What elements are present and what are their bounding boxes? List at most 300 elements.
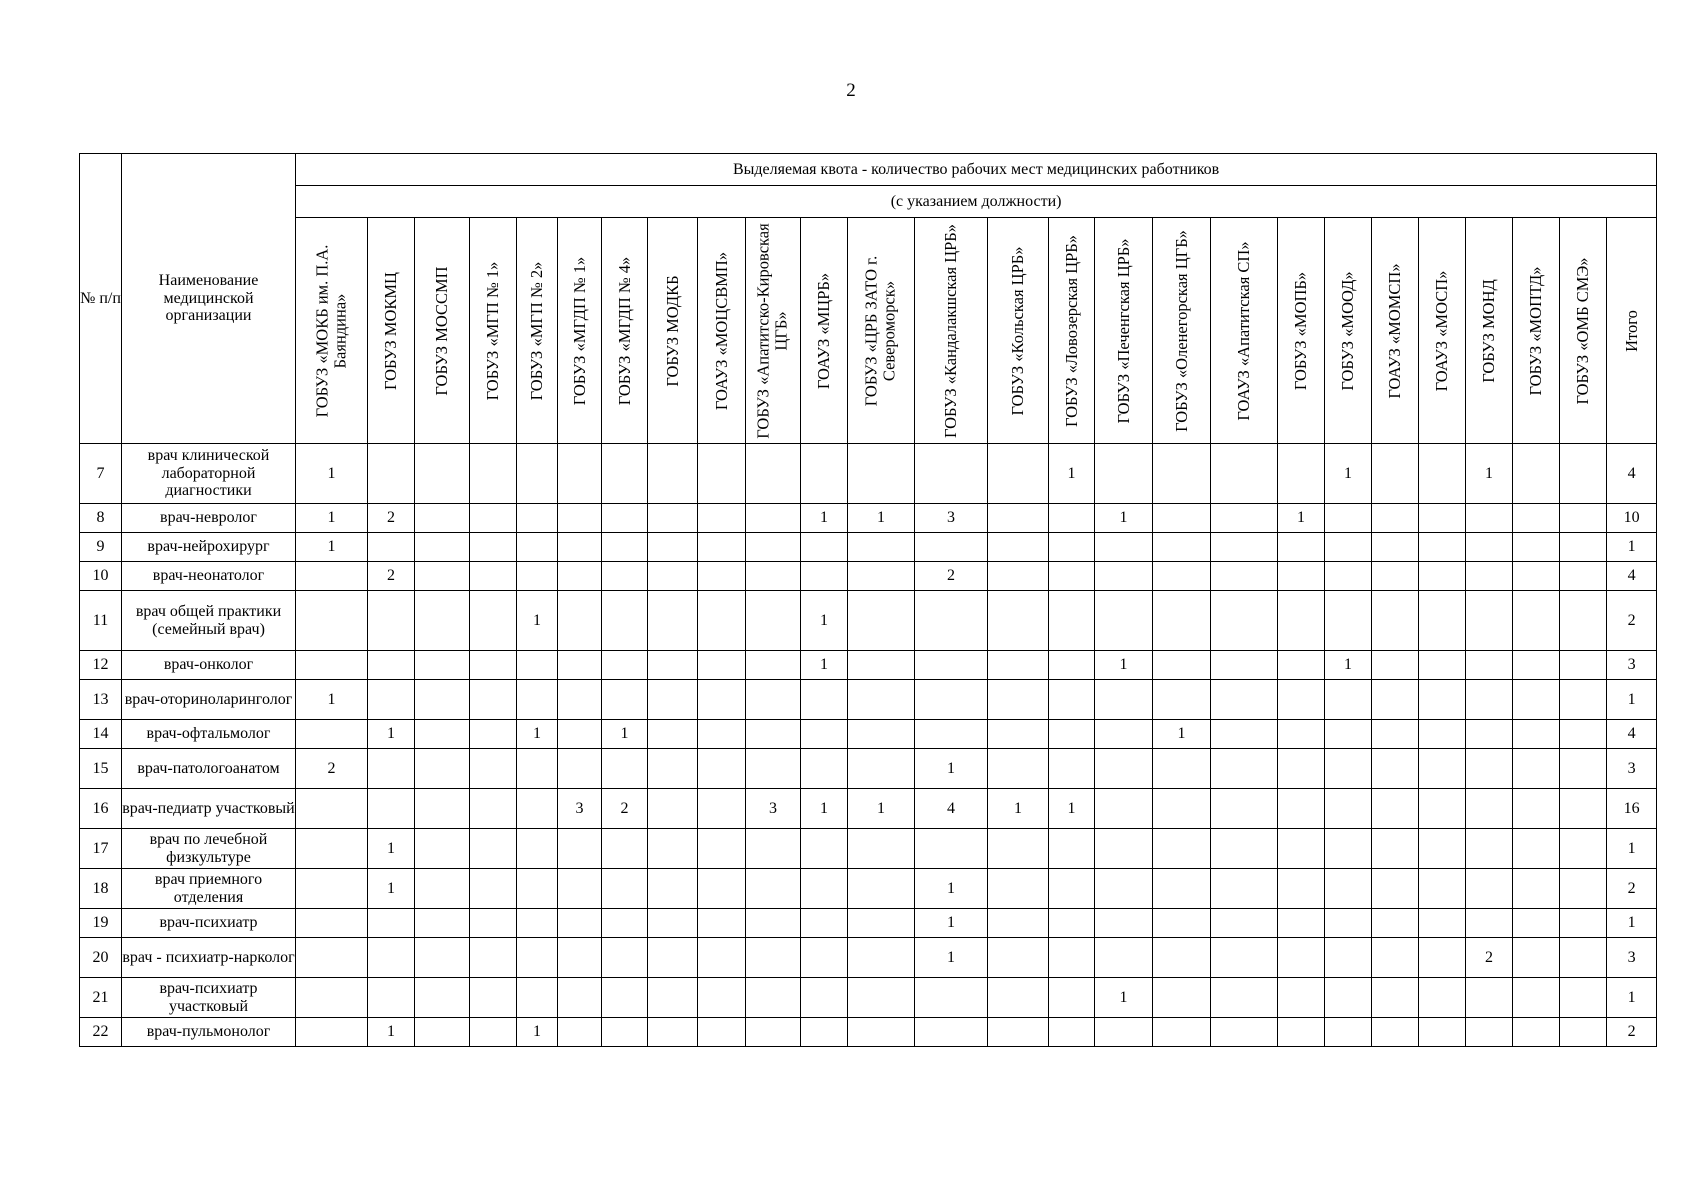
quota-value-cell: 1	[1095, 504, 1153, 533]
organization-column-header	[296, 218, 368, 444]
quota-value-cell	[558, 651, 602, 680]
organization-column-header	[1095, 218, 1153, 444]
quota-value-cell: 1	[988, 789, 1049, 829]
table-row	[80, 869, 1657, 909]
quota-value-cell	[1049, 978, 1095, 1018]
quota-value-cell	[296, 651, 368, 680]
quota-value-cell	[1372, 1018, 1419, 1047]
total-cell: 1	[1607, 829, 1657, 869]
quota-value-cell	[746, 533, 801, 562]
quota-value-cell	[1419, 444, 1466, 504]
position-name-cell: врач клинической лабораторной диагностики	[122, 444, 296, 504]
organization-column-header	[470, 218, 517, 444]
organization-column-label: ГОБУЗ МОДКБ	[662, 274, 682, 387]
quota-value-cell	[988, 504, 1049, 533]
row-number-cell: 7	[80, 444, 122, 504]
quota-value-cell	[648, 1018, 698, 1047]
quota-value-cell	[848, 591, 915, 651]
quota-value-cell	[1466, 504, 1513, 533]
total-column-header	[1607, 218, 1657, 444]
position-name-cell: врач-онколог	[122, 651, 296, 680]
quota-value-cell: 1	[915, 749, 988, 789]
quota-value-cell: 1	[801, 789, 848, 829]
position-name-cell: врач-пульмонолог	[122, 1018, 296, 1047]
quota-value-cell	[1278, 1018, 1325, 1047]
quota-value-cell	[1419, 680, 1466, 720]
quota-value-cell	[1372, 789, 1419, 829]
quota-value-cell	[1513, 533, 1560, 562]
quota-value-cell	[1372, 749, 1419, 789]
quota-value-cell	[1153, 749, 1211, 789]
quota-value-cell	[470, 829, 517, 869]
quota-value-cell	[602, 869, 648, 909]
quota-value-cell	[648, 909, 698, 938]
quota-value-cell	[602, 533, 648, 562]
quota-value-cell	[848, 533, 915, 562]
row-number-cell: 15	[80, 749, 122, 789]
organization-column-header	[1049, 218, 1095, 444]
quota-value-cell	[1211, 562, 1278, 591]
quota-value-cell	[296, 1018, 368, 1047]
quota-value-cell	[1325, 533, 1372, 562]
quota-value-cell	[988, 651, 1049, 680]
quota-value-cell	[848, 938, 915, 978]
position-name-cell: врач по лечебной физкультуре	[122, 829, 296, 869]
total-cell: 1	[1607, 680, 1657, 720]
total-cell: 4	[1607, 720, 1657, 749]
quota-value-cell: 1	[801, 591, 848, 651]
organization-column-label: ГОАУЗ «Апатитская СП»	[1233, 240, 1253, 421]
quota-value-cell	[1466, 1018, 1513, 1047]
quota-value-cell	[415, 720, 470, 749]
quota-value-cell	[470, 978, 517, 1018]
quota-value-cell	[1049, 680, 1095, 720]
quota-value-cell	[558, 938, 602, 978]
organization-column-label: ГОБУЗ «ОМБ СМЭ»	[1572, 256, 1592, 405]
quota-value-cell	[1560, 1018, 1607, 1047]
quota-value-cell	[1278, 909, 1325, 938]
quota-value-cell: 1	[801, 504, 848, 533]
quota-value-cell	[1560, 789, 1607, 829]
quota-value-cell	[1278, 938, 1325, 978]
quota-value-cell	[988, 978, 1049, 1018]
quota-value-cell	[915, 978, 988, 1018]
quota-value-cell	[746, 869, 801, 909]
quota-value-cell	[1049, 591, 1095, 651]
quota-value-cell	[1095, 444, 1153, 504]
row-number-header: № п/п	[80, 154, 122, 444]
position-name-cell: врач-нейрохирург	[122, 533, 296, 562]
organization-column-header	[1419, 218, 1466, 444]
quota-value-cell	[1372, 829, 1419, 869]
quota-value-cell	[1049, 1018, 1095, 1047]
quota-value-cell	[1513, 938, 1560, 978]
quota-value-cell	[368, 591, 415, 651]
quota-value-cell	[558, 680, 602, 720]
quota-value-cell	[698, 504, 746, 533]
quota-value-cell	[1211, 909, 1278, 938]
quota-value-cell	[746, 651, 801, 680]
quota-value-cell	[648, 749, 698, 789]
quota-value-cell	[558, 829, 602, 869]
quota-value-cell: 1	[1095, 651, 1153, 680]
quota-value-cell	[1560, 444, 1607, 504]
quota-value-cell	[915, 720, 988, 749]
quota-subtitle: (с указанием должности)	[296, 186, 1657, 218]
quota-value-cell: 2	[368, 504, 415, 533]
quota-value-cell	[1049, 909, 1095, 938]
organization-column-label: ГОБУЗ «Оленегорская ЦГБ»	[1171, 229, 1191, 432]
quota-value-cell	[1325, 829, 1372, 869]
quota-value-cell	[1513, 680, 1560, 720]
quota-title: Выделяемая квота - количество рабочих мест медицинских работников	[296, 154, 1657, 186]
row-number-cell: 12	[80, 651, 122, 680]
organization-column-header	[915, 218, 988, 444]
quota-value-cell	[1325, 720, 1372, 749]
organization-column-header	[1560, 218, 1607, 444]
quota-value-cell: 1	[1325, 444, 1372, 504]
quota-value-cell	[746, 938, 801, 978]
quota-value-cell	[698, 978, 746, 1018]
quota-value-cell	[415, 680, 470, 720]
quota-value-cell	[848, 1018, 915, 1047]
quota-value-cell	[470, 789, 517, 829]
quota-value-cell	[1278, 978, 1325, 1018]
quota-value-cell	[368, 651, 415, 680]
quota-value-cell	[368, 938, 415, 978]
quota-value-cell: 1	[296, 680, 368, 720]
quota-value-cell	[801, 680, 848, 720]
quota-value-cell	[1372, 978, 1419, 1018]
quota-value-cell	[988, 562, 1049, 591]
row-number-cell: 17	[80, 829, 122, 869]
quota-value-cell	[296, 789, 368, 829]
quota-value-cell	[988, 533, 1049, 562]
quota-value-cell	[1211, 1018, 1278, 1047]
position-name-cell: врач-оториноларинголог	[122, 680, 296, 720]
quota-value-cell: 1	[296, 504, 368, 533]
quota-value-cell	[296, 562, 368, 591]
position-name-cell: врач общей практики (семейный врач)	[122, 591, 296, 651]
quota-value-cell	[517, 749, 558, 789]
quota-value-cell	[988, 591, 1049, 651]
quota-value-cell	[801, 1018, 848, 1047]
quota-value-cell: 1	[1049, 444, 1095, 504]
quota-value-cell	[1466, 749, 1513, 789]
quota-value-cell	[1278, 651, 1325, 680]
quota-value-cell	[648, 789, 698, 829]
quota-value-cell	[1211, 444, 1278, 504]
quota-value-cell	[648, 829, 698, 869]
total-cell: 3	[1607, 749, 1657, 789]
organization-column-header	[602, 218, 648, 444]
quota-value-cell	[801, 749, 848, 789]
quota-value-cell	[648, 562, 698, 591]
quota-value-cell	[1466, 789, 1513, 829]
quota-value-cell	[558, 562, 602, 591]
quota-value-cell	[470, 869, 517, 909]
quota-value-cell	[415, 1018, 470, 1047]
quota-value-cell	[1095, 591, 1153, 651]
quota-value-cell	[1278, 444, 1325, 504]
quota-value-cell	[698, 444, 746, 504]
quota-value-cell	[746, 591, 801, 651]
total-cell: 4	[1607, 562, 1657, 591]
table-row	[80, 533, 1657, 562]
organization-column-header	[1372, 218, 1419, 444]
organization-column-label: ГОБУЗ «Кандалакшская ЦРБ»	[940, 223, 960, 438]
quota-value-cell	[1560, 869, 1607, 909]
total-cell: 4	[1607, 444, 1657, 504]
quota-value-cell	[558, 533, 602, 562]
quota-value-cell	[415, 909, 470, 938]
total-cell: 10	[1607, 504, 1657, 533]
quota-value-cell	[1560, 533, 1607, 562]
quota-value-cell	[1372, 533, 1419, 562]
organization-column-label: ГОБУЗ «МОПТД»	[1525, 265, 1545, 396]
quota-value-cell	[1325, 504, 1372, 533]
table-row	[80, 829, 1657, 869]
quota-value-cell	[602, 1018, 648, 1047]
quota-value-cell: 1	[915, 938, 988, 978]
quota-value-cell: 1	[848, 504, 915, 533]
quota-value-cell	[1278, 680, 1325, 720]
quota-value-cell	[1211, 591, 1278, 651]
quota-value-cell	[415, 444, 470, 504]
quota-value-cell	[1325, 680, 1372, 720]
quota-value-cell	[801, 720, 848, 749]
quota-value-cell	[1372, 869, 1419, 909]
quota-value-cell	[1419, 938, 1466, 978]
quota-value-cell: 1	[1466, 444, 1513, 504]
quota-value-cell	[746, 749, 801, 789]
organization-column-header	[988, 218, 1049, 444]
organization-column-label: ГОБУЗ «МОПБ»	[1290, 271, 1310, 390]
quota-value-cell	[1372, 651, 1419, 680]
row-number-cell: 22	[80, 1018, 122, 1047]
quota-value-cell	[1211, 938, 1278, 978]
table-row	[80, 1018, 1657, 1047]
organization-column-header	[1466, 218, 1513, 444]
quota-value-cell: 1	[1095, 978, 1153, 1018]
quota-value-cell	[470, 591, 517, 651]
quota-value-cell	[1325, 1018, 1372, 1047]
quota-value-cell	[648, 680, 698, 720]
quota-value-cell	[1419, 909, 1466, 938]
quota-value-cell	[470, 680, 517, 720]
quota-value-cell	[1419, 789, 1466, 829]
quota-value-cell	[698, 938, 746, 978]
organization-header-row	[80, 218, 1657, 444]
quota-value-cell	[1560, 562, 1607, 591]
quota-value-cell	[1211, 829, 1278, 869]
quota-value-cell	[558, 591, 602, 651]
quota-value-cell	[801, 444, 848, 504]
quota-value-cell	[1049, 749, 1095, 789]
quota-value-cell	[517, 444, 558, 504]
quota-value-cell	[1419, 533, 1466, 562]
quota-value-cell	[1049, 562, 1095, 591]
quota-value-cell	[988, 909, 1049, 938]
quota-value-cell	[1278, 591, 1325, 651]
quota-value-cell	[296, 938, 368, 978]
quota-value-cell: 1	[1278, 504, 1325, 533]
quota-value-cell	[1513, 591, 1560, 651]
quota-value-cell	[1211, 978, 1278, 1018]
row-number-cell: 16	[80, 789, 122, 829]
quota-value-cell	[698, 720, 746, 749]
quota-value-cell	[648, 591, 698, 651]
quota-value-cell	[296, 909, 368, 938]
quota-value-cell	[1372, 504, 1419, 533]
quota-value-cell	[368, 789, 415, 829]
quota-value-cell	[1419, 651, 1466, 680]
organization-column-label: ГОАУЗ «МОСП»	[1431, 270, 1451, 391]
quota-value-cell	[915, 591, 988, 651]
quota-value-cell	[1560, 829, 1607, 869]
quota-value-cell	[1513, 749, 1560, 789]
quota-value-cell: 1	[296, 444, 368, 504]
quota-value-cell	[517, 651, 558, 680]
quota-value-cell: 1	[368, 829, 415, 869]
quota-value-cell: 4	[915, 789, 988, 829]
organization-column-header	[698, 218, 746, 444]
quota-value-cell	[1560, 909, 1607, 938]
total-cell: 1	[1607, 533, 1657, 562]
quota-value-cell	[415, 789, 470, 829]
quota-value-cell	[470, 909, 517, 938]
quota-value-cell	[1153, 651, 1211, 680]
quota-value-cell: 3	[915, 504, 988, 533]
quota-value-cell	[1419, 1018, 1466, 1047]
quota-value-cell	[1095, 680, 1153, 720]
quota-table	[79, 153, 1657, 1047]
quota-value-cell	[848, 444, 915, 504]
quota-value-cell	[1278, 789, 1325, 829]
organization-column-label: ГОБУЗ «МГДП № 1»	[569, 256, 589, 405]
organization-column-header	[415, 218, 470, 444]
organization-column-label: ГОБУЗ «Ловозерская ЦРБ»	[1061, 234, 1081, 427]
organization-name-header: Наименование медицинской организации	[122, 154, 296, 444]
quota-value-cell	[1153, 533, 1211, 562]
quota-value-cell	[1372, 562, 1419, 591]
organization-column-header	[1325, 218, 1372, 444]
organization-column-header	[1513, 218, 1560, 444]
quota-value-cell	[1560, 978, 1607, 1018]
organization-column-header	[746, 218, 801, 444]
quota-value-cell	[698, 562, 746, 591]
quota-value-cell	[746, 978, 801, 1018]
quota-value-cell	[1278, 829, 1325, 869]
row-number-cell: 19	[80, 909, 122, 938]
quota-value-cell	[988, 1018, 1049, 1047]
table-row	[80, 651, 1657, 680]
quota-value-cell	[1560, 749, 1607, 789]
quota-value-cell	[1372, 938, 1419, 978]
quota-value-cell	[848, 651, 915, 680]
quota-value-cell	[1153, 789, 1211, 829]
quota-value-cell	[517, 978, 558, 1018]
position-name-cell: врач-педиатр участковый	[122, 789, 296, 829]
quota-value-cell: 2	[296, 749, 368, 789]
quota-value-cell	[602, 680, 648, 720]
quota-value-cell	[415, 533, 470, 562]
quota-value-cell	[1095, 533, 1153, 562]
quota-value-cell	[698, 651, 746, 680]
quota-value-cell	[602, 749, 648, 789]
quota-value-cell	[698, 1018, 746, 1047]
quota-value-cell	[1513, 504, 1560, 533]
organization-column-label: ГОБУЗ «МГП № 2»	[526, 261, 546, 400]
organization-column-label: ГОБУЗ «МГДП № 4»	[614, 256, 634, 405]
position-name-cell: врач-патологоанатом	[122, 749, 296, 789]
quota-value-cell	[602, 909, 648, 938]
quota-value-cell	[1278, 749, 1325, 789]
organization-column-header	[801, 218, 848, 444]
table-row	[80, 562, 1657, 591]
quota-value-cell	[1325, 869, 1372, 909]
quota-value-cell	[517, 533, 558, 562]
quota-value-cell	[698, 909, 746, 938]
quota-value-cell	[1419, 869, 1466, 909]
quota-value-cell	[1278, 720, 1325, 749]
quota-value-cell	[1153, 562, 1211, 591]
quota-value-cell	[1095, 789, 1153, 829]
quota-value-cell	[1419, 504, 1466, 533]
table-row	[80, 680, 1657, 720]
quota-value-cell	[1513, 978, 1560, 1018]
quota-value-cell	[470, 562, 517, 591]
quota-value-cell: 2	[368, 562, 415, 591]
quota-value-cell	[1466, 978, 1513, 1018]
quota-value-cell	[1419, 749, 1466, 789]
quota-value-cell	[1466, 909, 1513, 938]
quota-value-cell	[415, 651, 470, 680]
quota-value-cell	[1560, 680, 1607, 720]
total-cell: 1	[1607, 978, 1657, 1018]
quota-value-cell	[1466, 533, 1513, 562]
quota-value-cell	[648, 938, 698, 978]
quota-value-cell	[415, 829, 470, 869]
quota-value-cell	[648, 720, 698, 749]
quota-value-cell	[648, 978, 698, 1018]
organization-column-label: ГОАУЗ «МЦРБ»	[813, 272, 833, 389]
quota-value-cell	[558, 909, 602, 938]
quota-value-cell	[368, 909, 415, 938]
quota-value-cell	[1419, 829, 1466, 869]
quota-value-cell	[1095, 909, 1153, 938]
quota-value-cell	[746, 1018, 801, 1047]
quota-value-cell	[1211, 504, 1278, 533]
quota-value-cell	[848, 829, 915, 869]
quota-value-cell	[848, 562, 915, 591]
table-row	[80, 504, 1657, 533]
organization-column-label: ГОБУЗ МОКМЦ	[380, 271, 400, 390]
row-number-cell: 20	[80, 938, 122, 978]
quota-value-cell	[801, 869, 848, 909]
quota-value-cell	[517, 909, 558, 938]
quota-value-cell	[801, 909, 848, 938]
quota-value-cell: 1	[848, 789, 915, 829]
quota-value-cell	[1466, 591, 1513, 651]
quota-value-cell	[1513, 869, 1560, 909]
quota-value-cell	[1095, 869, 1153, 909]
quota-value-cell: 1	[602, 720, 648, 749]
quota-value-cell	[1372, 909, 1419, 938]
quota-value-cell	[988, 938, 1049, 978]
quota-value-cell	[1049, 829, 1095, 869]
quota-value-cell	[848, 869, 915, 909]
